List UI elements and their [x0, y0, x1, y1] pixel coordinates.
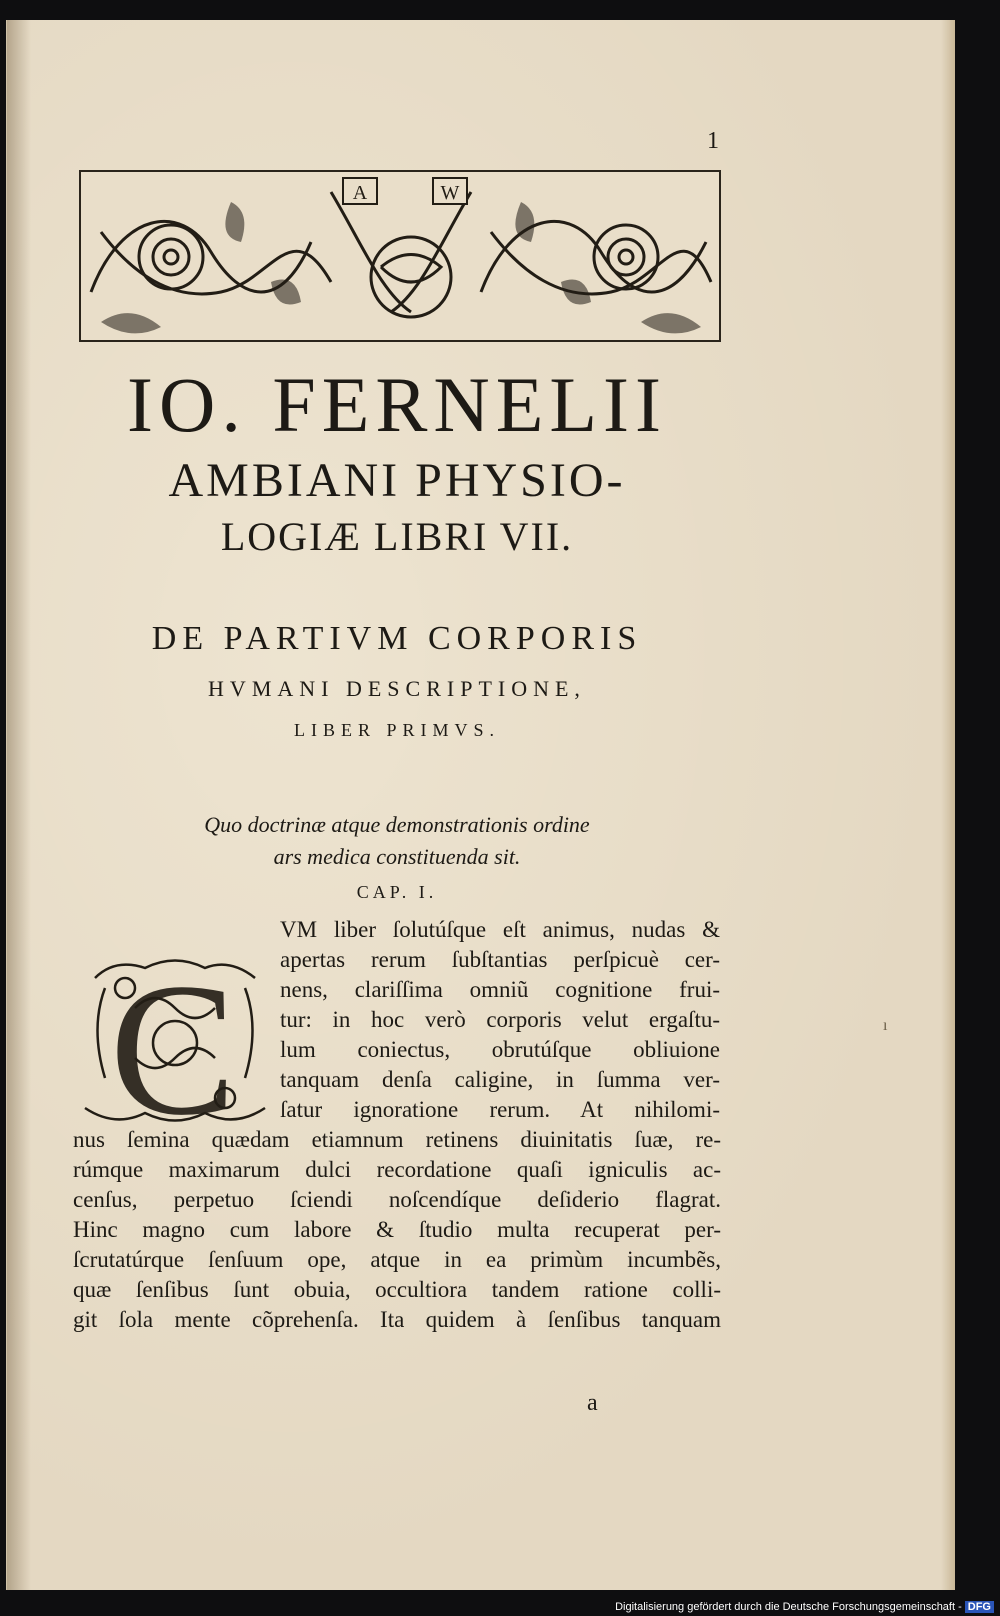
signature-mark: a	[587, 1390, 598, 1416]
ornament-letter-a: A	[352, 182, 368, 204]
drop-cap-letter: C	[109, 948, 237, 1136]
book-page	[6, 20, 955, 1590]
body-line: git ſola mente cõprehenſa. Ita quidem à ſenſibus tanquam	[73, 1307, 721, 1332]
ornamental-headpiece	[79, 170, 721, 342]
body-line: tur: in hoc verò corporis velut ergaſtu-	[280, 1007, 720, 1032]
margin-mark: ı	[883, 1017, 888, 1034]
subtitle-line-1: DE PARTIVM CORPORIS	[151, 620, 643, 657]
chapter-heading: CAP. I.	[356, 882, 438, 902]
subtitle-line-2: HVMANI DESCRIPTIONE,	[208, 676, 586, 701]
page-gutter-shadow	[7, 20, 31, 1590]
title-line-2: AMBIANI PHYSIO-	[168, 454, 626, 507]
subtitle-line-3: LIBER PRIMVS.	[293, 720, 501, 740]
body-line: nus ſemina quædam etiamnum retinens diuinitatis ſuæ, re-	[73, 1127, 721, 1152]
caption-line-1: Quo doctrinæ atque demonstrationis ordine	[204, 812, 590, 837]
body-line: cenſus, perpetuo ſciendi noſcendíque deſiderio flagrat.	[73, 1187, 721, 1212]
page-number: 1	[707, 128, 719, 154]
body-line: nens, clariſſima omniũ cognitione frui-	[280, 977, 720, 1002]
title-line-1: IO. FERNELII	[127, 361, 667, 448]
body-line: tanquam denſa caligine, in ſumma ver-	[280, 1067, 720, 1092]
body-line: rúmque maximarum dulci recordatione quaſi igniculis ac-	[73, 1157, 721, 1182]
decorated-initial	[75, 948, 271, 1136]
body-line: lum coniectus, obrutúſque obliuione	[280, 1037, 720, 1062]
page-edge	[941, 20, 955, 1590]
dfg-logo: DFG	[965, 1601, 994, 1613]
digitization-footer	[615, 1601, 994, 1613]
caption-line-2: ars medica constituenda sit.	[273, 844, 521, 869]
body-line: apertas rerum ſubſtantias perſpicuè cer-	[280, 947, 720, 972]
body-line: VM liber ſolutúſque eſt animus, nudas &	[280, 917, 720, 942]
body-line: ſatur ignoratione rerum. At nihilomi-	[280, 1097, 720, 1122]
body-line: ſcrutatúrque ſenſuum ope, atque in ea primùm incumbẽs,	[73, 1247, 721, 1272]
title-line-3: LOGIÆ LIBRI VII.	[220, 514, 574, 559]
body-line: quæ ſenſibus ſunt obuia, occultiora tandem ratione colli-	[73, 1277, 721, 1302]
ornament-letter-w: W	[440, 182, 460, 204]
footer-text: Digitalisierung gefördert durch die Deutsche Forschungsgemeinschaft -	[615, 1601, 962, 1613]
body-line: Hinc magno cum labore & ſtudio multa recuperat per-	[73, 1217, 721, 1242]
